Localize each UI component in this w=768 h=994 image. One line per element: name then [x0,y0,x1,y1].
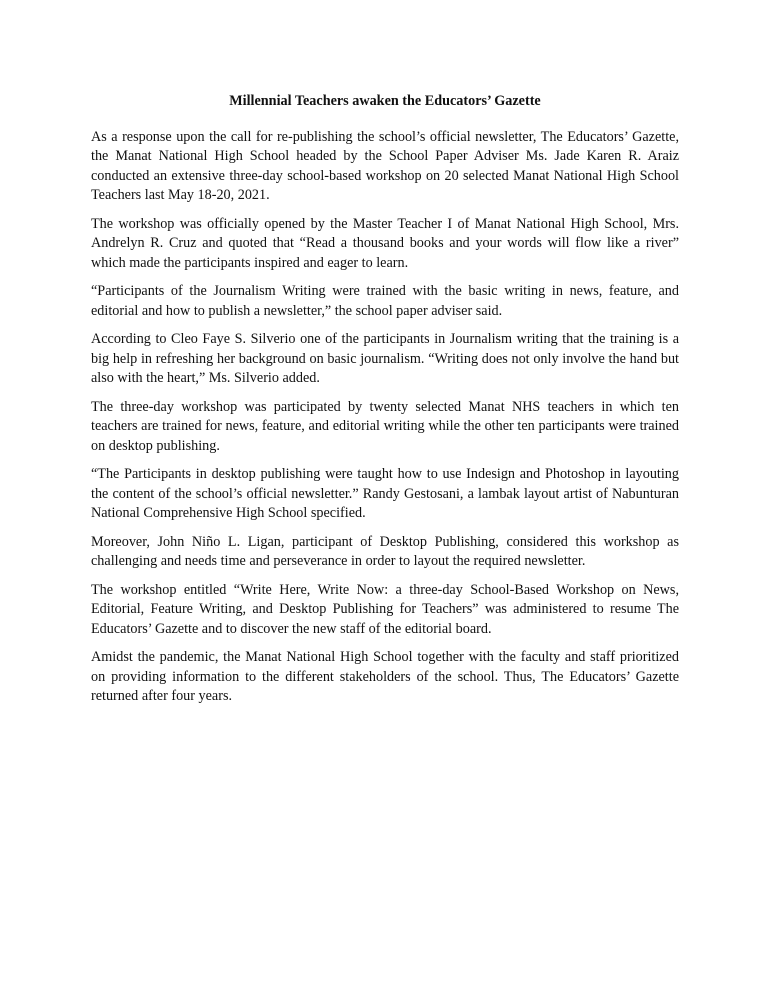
article-body [91,92,679,716]
paragraph-8: The workshop entitled “Write Here, Write Now: a three-day School-Based Workshop on News, Editorial, Feature Writing, and Desktop Publishing for Teachers” was administered to resume The Educators’ Gazette and to discover the new staff of the editorial board. [91,581,679,637]
paragraph-1: As a response upon the call for re-publishing the school’s official newsletter, The Educators’ Gazette, the Manat National High School headed by the School Paper Adviser Ms. Jade Karen R. Araiz conducted an extensive three-day school-based workshop on 20 selected Manat National High School Teachers last May 18-20, 2021. [91,128,679,203]
paragraph-5: The three-day workshop was participated by twenty selected Manat NHS teachers in which ten teachers are trained for news, feature, and editorial writing while the other ten participants were trained on desktop publishing. [91,398,679,454]
paragraph-7: Moreover, John Niño L. Ligan, participant of Desktop Publishing, considered this workshop as challenging and needs time and perseverance in order to layout the required newsletter. [91,533,679,569]
paragraph-2: The workshop was officially opened by the Master Teacher I of Manat National High School, Mrs. Andrelyn R. Cruz and quoted that “Read a thousand books and your words will flow like a river” which made the participants inspired and eager to learn. [91,215,679,271]
paragraph-4: According to Cleo Faye S. Silverio one of the participants in Journalism writing that the training is a big help in refreshing her background on basic journalism. “Writing does not only involve the hand but also with the heart,” Ms. Silverio added. [91,331,679,386]
paragraph-6: “The Participants in desktop publishing were taught how to use Indesign and Photoshop in layouting the content of the school’s official newsletter.” Randy Gestosani, a lambak layout artist of Nabunturan National Comprehensive High School specified. [91,466,679,521]
paragraph-9: Amidst the pandemic, the Manat National High School together with the faculty and staff prioritized on providing information to the different stakeholders of the school. Thus, The Educators’ Gazette returned after four years. [91,649,679,704]
paragraph-3: “Participants of the Journalism Writing were trained with the basic writing in news, feature, and editorial and how to publish a newsletter,” the school paper adviser said. [91,283,679,319]
article-title: Millennial Teachers awaken the Educators’ Gazette [229,93,541,109]
